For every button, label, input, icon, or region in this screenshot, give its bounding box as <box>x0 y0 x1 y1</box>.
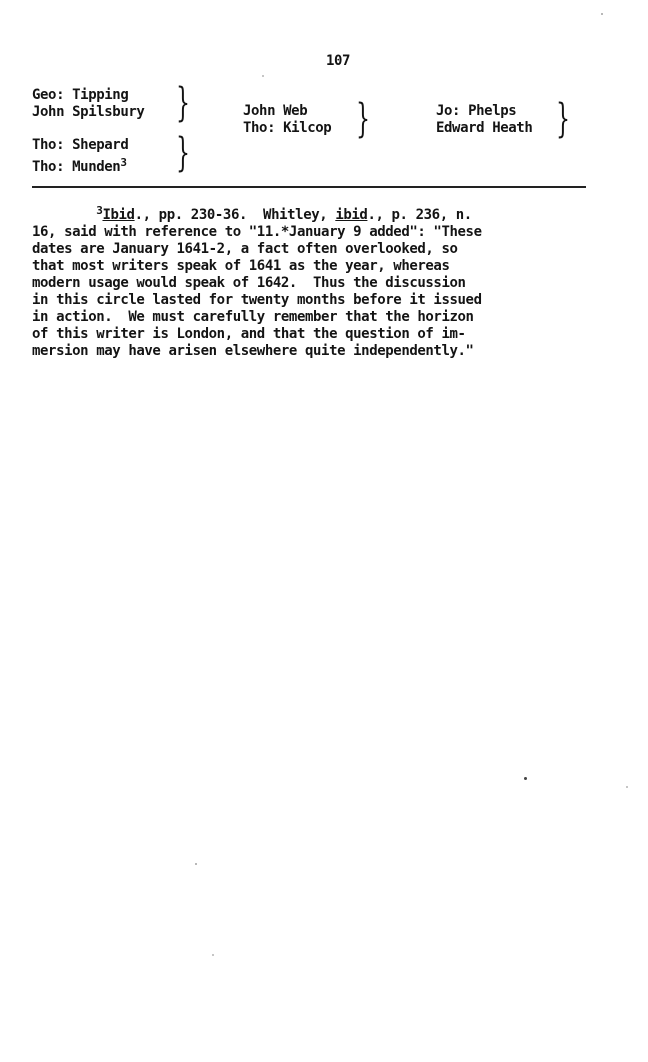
footnote-line-6: in this circle lasted for twenty months before it issued <box>32 292 482 308</box>
signatory-name: John Spilsbury <box>32 104 145 120</box>
footnote-marker: 3 <box>120 156 127 169</box>
scan-speck <box>524 777 527 780</box>
signatory-group-1 <box>32 87 144 121</box>
signatory-name: Edward Heath <box>436 120 533 136</box>
page-number: 107 <box>326 53 351 69</box>
footnote-line-4: that most writers speak of 1641 as the year, whereas <box>32 258 450 274</box>
footnote-line-1 <box>32 202 612 224</box>
footnote-marker: 3 <box>96 204 103 217</box>
signatory-name: Tho: Munden <box>32 159 121 175</box>
signatory-name: Tho: Kilcop <box>243 120 332 136</box>
scan-speck <box>262 75 264 77</box>
signatory-group-4 <box>32 137 128 176</box>
brace-icon: } <box>356 96 370 142</box>
signatory-name: Tho: Shepard <box>32 137 129 153</box>
footnote-ref-ibid: Ibid <box>102 207 135 223</box>
footnote-line-7: in action. We must carefully remember that the horizon <box>32 309 474 325</box>
footnote-line-2: 16, said with reference to "11.*January 9 added": "These <box>32 224 482 240</box>
scan-speck <box>601 13 603 15</box>
scan-speck <box>195 863 197 865</box>
signatory-group-2 <box>243 103 331 137</box>
signatory-group-3 <box>436 103 532 137</box>
scan-speck <box>212 954 214 956</box>
footnote-divider <box>32 186 586 188</box>
footnote-line-9: mersion may have arisen elsewhere quite independently." <box>32 343 474 359</box>
footnote-text: ., p. 236, n. <box>367 207 472 223</box>
scan-speck <box>626 786 628 788</box>
brace-icon: } <box>176 80 190 126</box>
footnote-line-3: dates are January 1641-2, a fact often overlooked, so <box>32 241 458 257</box>
footnote-ref-ibid: ibid <box>335 207 368 223</box>
footnote-line-8: of this writer is London, and that the question of im- <box>32 326 466 342</box>
footnote <box>32 202 612 360</box>
signatory-name: Geo: Tipping <box>32 87 129 103</box>
signatory-name: Jo: Phelps <box>436 103 517 119</box>
brace-icon: } <box>176 130 190 176</box>
signatory-name: John Web <box>243 103 308 119</box>
footnote-line-5: modern usage would speak of 1642. Thus the discussion <box>32 275 466 291</box>
brace-icon: } <box>556 96 570 142</box>
footnote-text: ., pp. 230-36. Whitley, <box>134 207 336 223</box>
